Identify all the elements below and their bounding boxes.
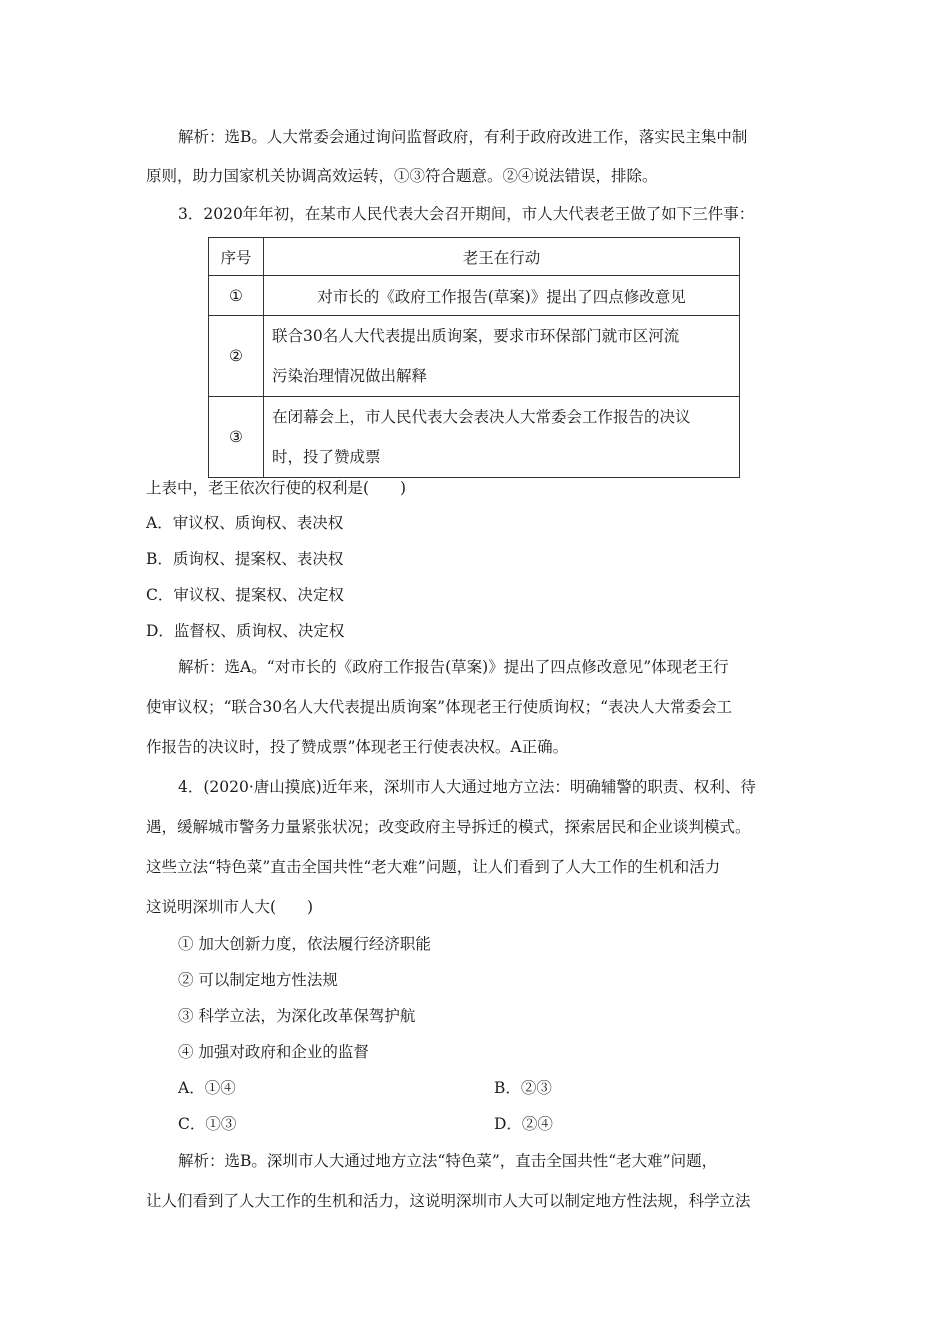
text-line: 这些立法“特色菜”直击全国共性“老大难”问题，让人们看到了人大工作的生机和活力 [146,858,721,876]
option-b: B．质询权、提案权、表决权 [146,550,344,568]
table-row [209,276,740,316]
text-line: 使审议权；“联合30名人大代表提出质询案”体现老王行使质询权；“表决人大常委会工 [146,698,732,716]
table-cell-number: ③ [209,397,264,478]
statement-3: ③ 科学立法，为深化改革保驾护航 [178,1007,416,1025]
table-row [209,397,740,478]
cell-line: 污染治理情况做出解释 [272,367,428,385]
statement-1: ① 加大创新力度，依法履行经济职能 [178,935,431,953]
text-line: 让人们看到了人大工作的生机和活力，这说明深圳市人大可以制定地方性法规，科学立法 [146,1192,751,1210]
text-line: 作报告的决议时，投了赞成票”体现老王行使表决权。A正确。 [146,738,569,756]
table-cell-number: ② [209,316,264,397]
option-b: B．②③ [494,1079,552,1097]
table-row [209,316,740,397]
text-line: 解析：选B。人大常委会通过询问监督政府，有利于政府改进工作，落实民主集中制 [178,128,748,146]
table-header: 序号 [209,238,264,276]
cell-line: 时，投了赞成票 [272,448,381,466]
statement-2: ② 可以制定地方性法规 [178,971,338,989]
table-cell-text [264,316,740,397]
option-c: C．①③ [178,1115,237,1133]
option-a: A．①④ [178,1079,236,1097]
option-a: A．审议权、质询权、表决权 [146,514,344,532]
text-line: 这说明深圳市人大( ) [146,898,314,916]
cell-line: 联合30名人大代表提出质询案，要求市环保部门就市区河流 [272,327,680,345]
option-d: D．监督权、质询权、决定权 [146,622,345,640]
option-c: C．审议权、提案权、决定权 [146,586,344,604]
question-3-table [208,237,740,478]
table-header-row [209,238,740,276]
table-cell-number: ① [209,276,264,316]
text-line: 解析：选A。“对市长的《政府工作报告(草案)》提出了四点修改意见”体现老王行 [178,658,729,676]
cell-line: 在闭幕会上，市人民代表大会表决人大常委会工作报告的决议 [272,408,691,426]
statement-4: ④ 加强对政府和企业的监督 [178,1043,369,1061]
option-d: D．②④ [494,1115,553,1133]
table-header: 老王在行动 [264,238,740,276]
text-line: 原则，助力国家机关协调高效运转，①③符合题意。②④说法错误，排除。 [146,167,658,185]
table-cell-text [264,397,740,478]
text-line: 解析：选B。深圳市人大通过地方立法“特色菜”，直击全国共性“老大难”问题， [178,1152,718,1170]
text-line: 4．(2020·唐山摸底)近年来，深圳市人大通过地方立法：明确辅警的职责、权利、待 [178,778,756,796]
question-3-prompt: 上表中，老王依次行使的权利是( ) [146,479,407,497]
table-cell-text: 对市长的《政府工作报告(草案)》提出了四点修改意见 [264,276,740,316]
text-line: 遇，缓解城市警务力量紧张状况；改变政府主导拆迁的模式，探索居民和企业谈判模式。 [146,818,751,836]
question-3-stem: 3．2020年年初，在某市人民代表大会召开期间，市人大代表老王做了如下三件事： [178,205,755,223]
